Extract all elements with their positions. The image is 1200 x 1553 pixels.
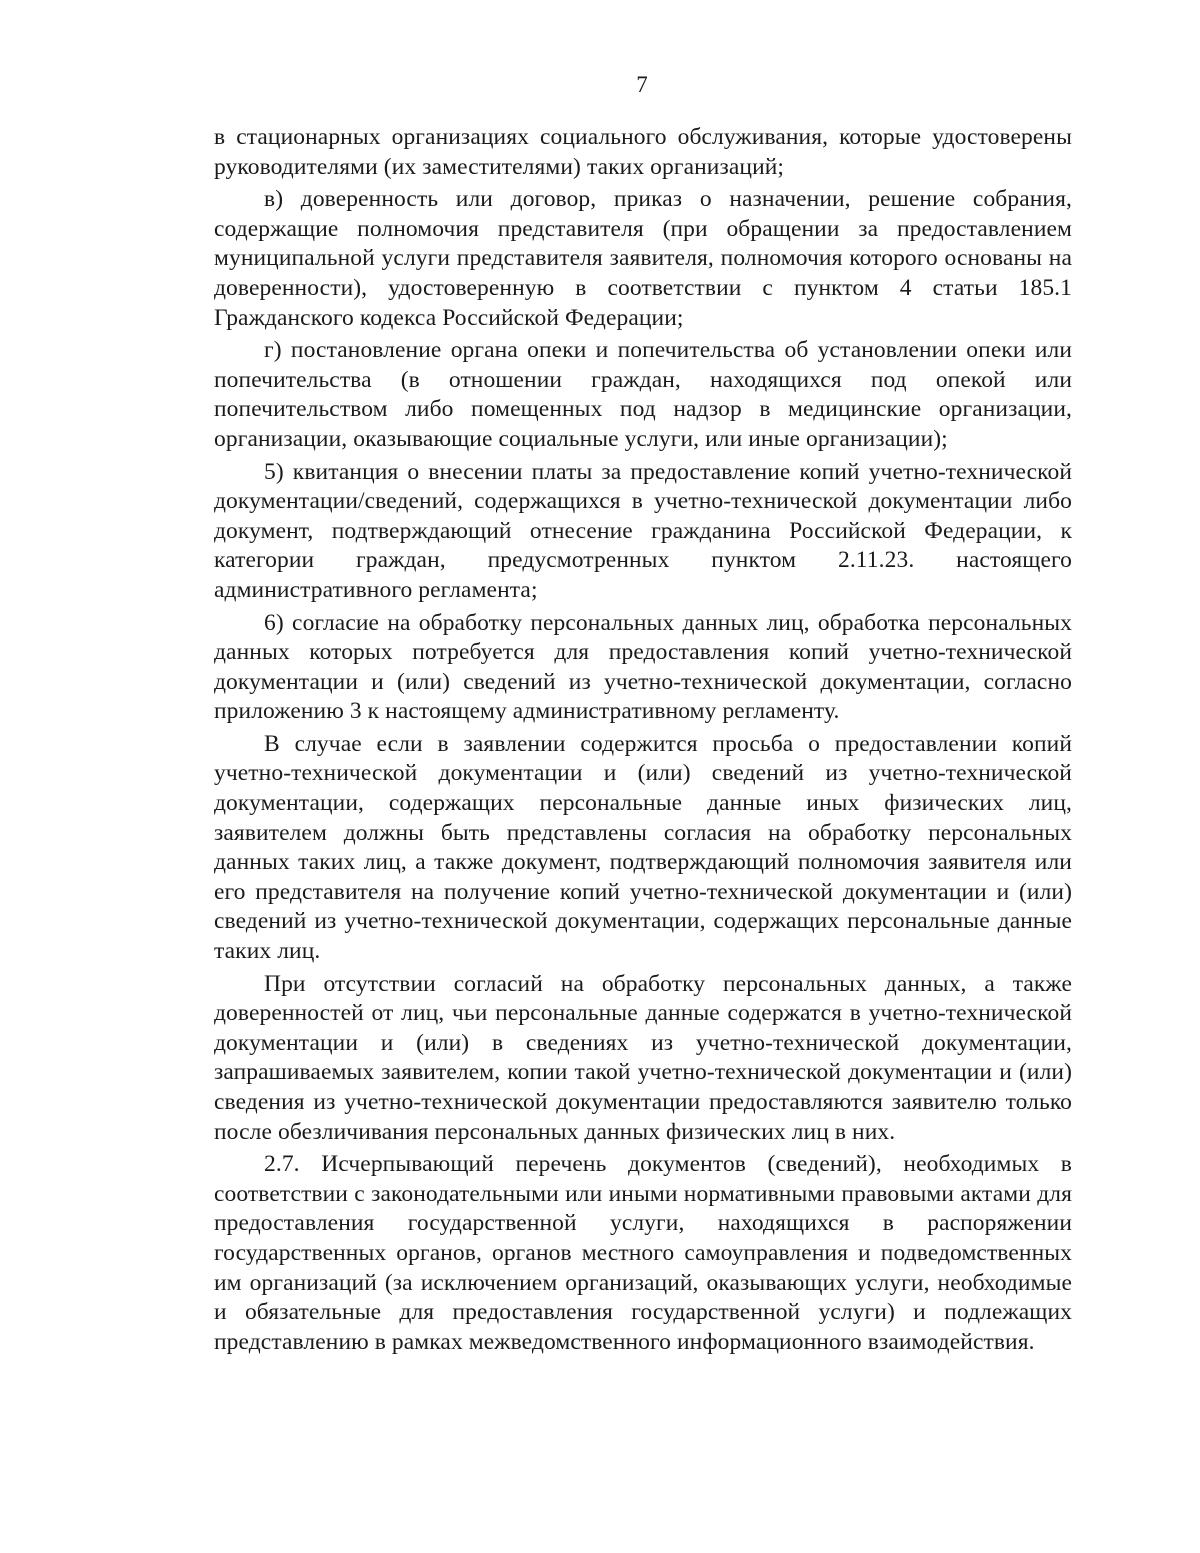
paragraph-item-5: 5) квитанция о внесении платы за предоставление копий учетно-технической документации/сведений, содержащихся в учетно-технической документации либо документ, подтверждающий отнесение гражданина Российской Федерации, к категории граждан, предусмотренных пунктом 2.11.23. настоящего административного регламента; [214,458,1072,603]
paragraph-item-g: г) постановление органа опеки и попечительства об установлении опеки или попечительства (в отношении граждан, находящихся под опекой или попечительством либо помещенных под надзор в медицинские организации, организации, оказывающие социальные услуги, или иные организации); [214,337,1072,452]
document-body [214,123,1072,1357]
paragraph-continuation: в стационарных организациях социального обслуживания, которые удостоверены руководителями (их заместителями) таких организаций; [214,124,1072,180]
page-number: 7 [636,72,648,97]
paragraph-item-v: в) доверенность или договор, приказ о назначении, решение собрания, содержащие полномочия представителя (при обращении за предоставлением муниципальной услуги представителя заявителя, полномочия которого основаны на доверенности), удостоверенную в соответствии с пунктом 4 статьи 185.1 Гражданского кодекса Российской Федерации; [214,186,1072,331]
paragraph-case-request: В случае если в заявлении содержится просьба о предоставлении копий учетно-технической документации и (или) сведений из учетно-технической документации, содержащих персональные данные иных физических лиц, заявителем должны быть представлены согласия на обработку персональных данных таких лиц, а также документ, подтверждающий полномочия заявителя или его представителя на получение копий учетно-технической документации и (или) сведений из учетно-технической документации, содержащих персональные данные таких лиц. [214,730,1072,965]
paragraph-item-6: 6) согласие на обработку персональных данных лиц, обработка персональных данных которых потребуется для предоставления копий учетно-технической документации и (или) сведений из учетно-технической документации, согласно приложению 3 к настоящему административному регламенту. [214,609,1072,725]
paragraph-section-2-7: 2.7. Исчерпывающий перечень документов (сведений), необходимых в соответствии с законодательными или иными нормативными правовыми актами для предоставления государственной услуги, находящихся в распоряжении государственных органов, органов местного самоуправления и подведомственных им организаций (за исключением организаций, оказывающих услуги, необходимые и обязательные для предоставления государственной услуги) и подлежащих представлению в рамках межведомственного информационного взаимодействия. [214,1151,1072,1355]
paragraph-absence-of-consent: При отсутствии согласий на обработку персональных данных, а также доверенностей от лиц, чьи персональные данные содержатся в учетно-технической документации и (или) в сведениях из учетно-технической документации, запрашиваемых заявителем, копии такой учетно-технической документации и (или) сведения из учетно-технической документации предоставляются заявителю только после обезличивания персональных данных физических лиц в них. [214,970,1072,1145]
